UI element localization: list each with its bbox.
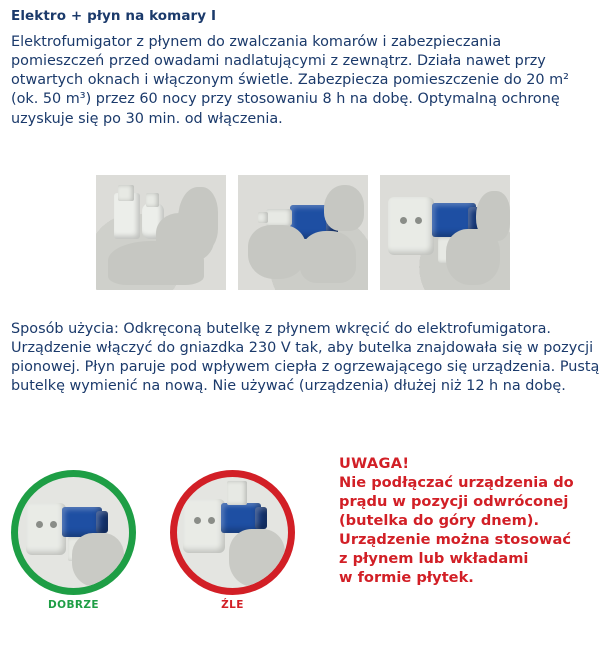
usage-text: Odkręconą butelkę z płynem wkręcić do elektrofumigatora. Urządzenie włączyć do gniazdka 230 V tak, aby butelka znajdowała się w pozycji pionowej. Płyn paruje pod wpływem ciepła z ogrzewającego się urządzenia. Pustą butelkę wymienić na nową. Nie używać (urządzenia) dłużej niż 12 h na dobę. [11,321,600,395]
warning-line-3: (butelka do góry dnem). [339,511,539,529]
warning-heading: UWAGA! [339,455,410,472]
example-incorrect-label: ŹLE [221,599,244,611]
photo-step-3-plug-into-socket [380,175,510,290]
intro-paragraph: Elektrofumigator z płynem do zwalczania komarów i zabezpieczania pomieszczeń przed owadami nadlatującymi z zewnątrz. Działa nawet przy otwartych oknach i włączonym świetle. Zabezpiecza pomieszczenie do 20 m² (ok. 50 m³) przez 60 nocy przy stosowaniu 8 h na dobę. Optymalną ochronę uzyskuje się po 30 min. od włączenia. [11,34,569,127]
photo-step-1-attach-bottle [96,175,226,290]
example-incorrect-photo [170,470,295,595]
example-correct-label: DOBRZE [48,599,99,611]
warning-line-2: prądu w pozycji odwróconej [339,492,569,510]
page-title: Elektro + płyn na komary I [11,8,217,24]
warning-block [339,455,601,588]
warning-line-6: w formie płytek. [339,568,474,586]
intro-text-block [11,33,599,129]
example-correct-photo [11,470,136,595]
warning-line-1: Nie podłączać urządzenia do [339,473,574,491]
warning-line-4: Urządzenie można stosować [339,530,572,548]
usage-instructions-block [11,320,603,397]
photo-step-2-screw-bottle [238,175,368,290]
instruction-photo-strip [96,175,512,290]
usage-heading: Sposób użycia: [11,321,119,337]
example-incorrect [170,470,295,611]
warning-line-5: z płynem lub wkładami [339,549,529,567]
example-correct [11,470,136,611]
